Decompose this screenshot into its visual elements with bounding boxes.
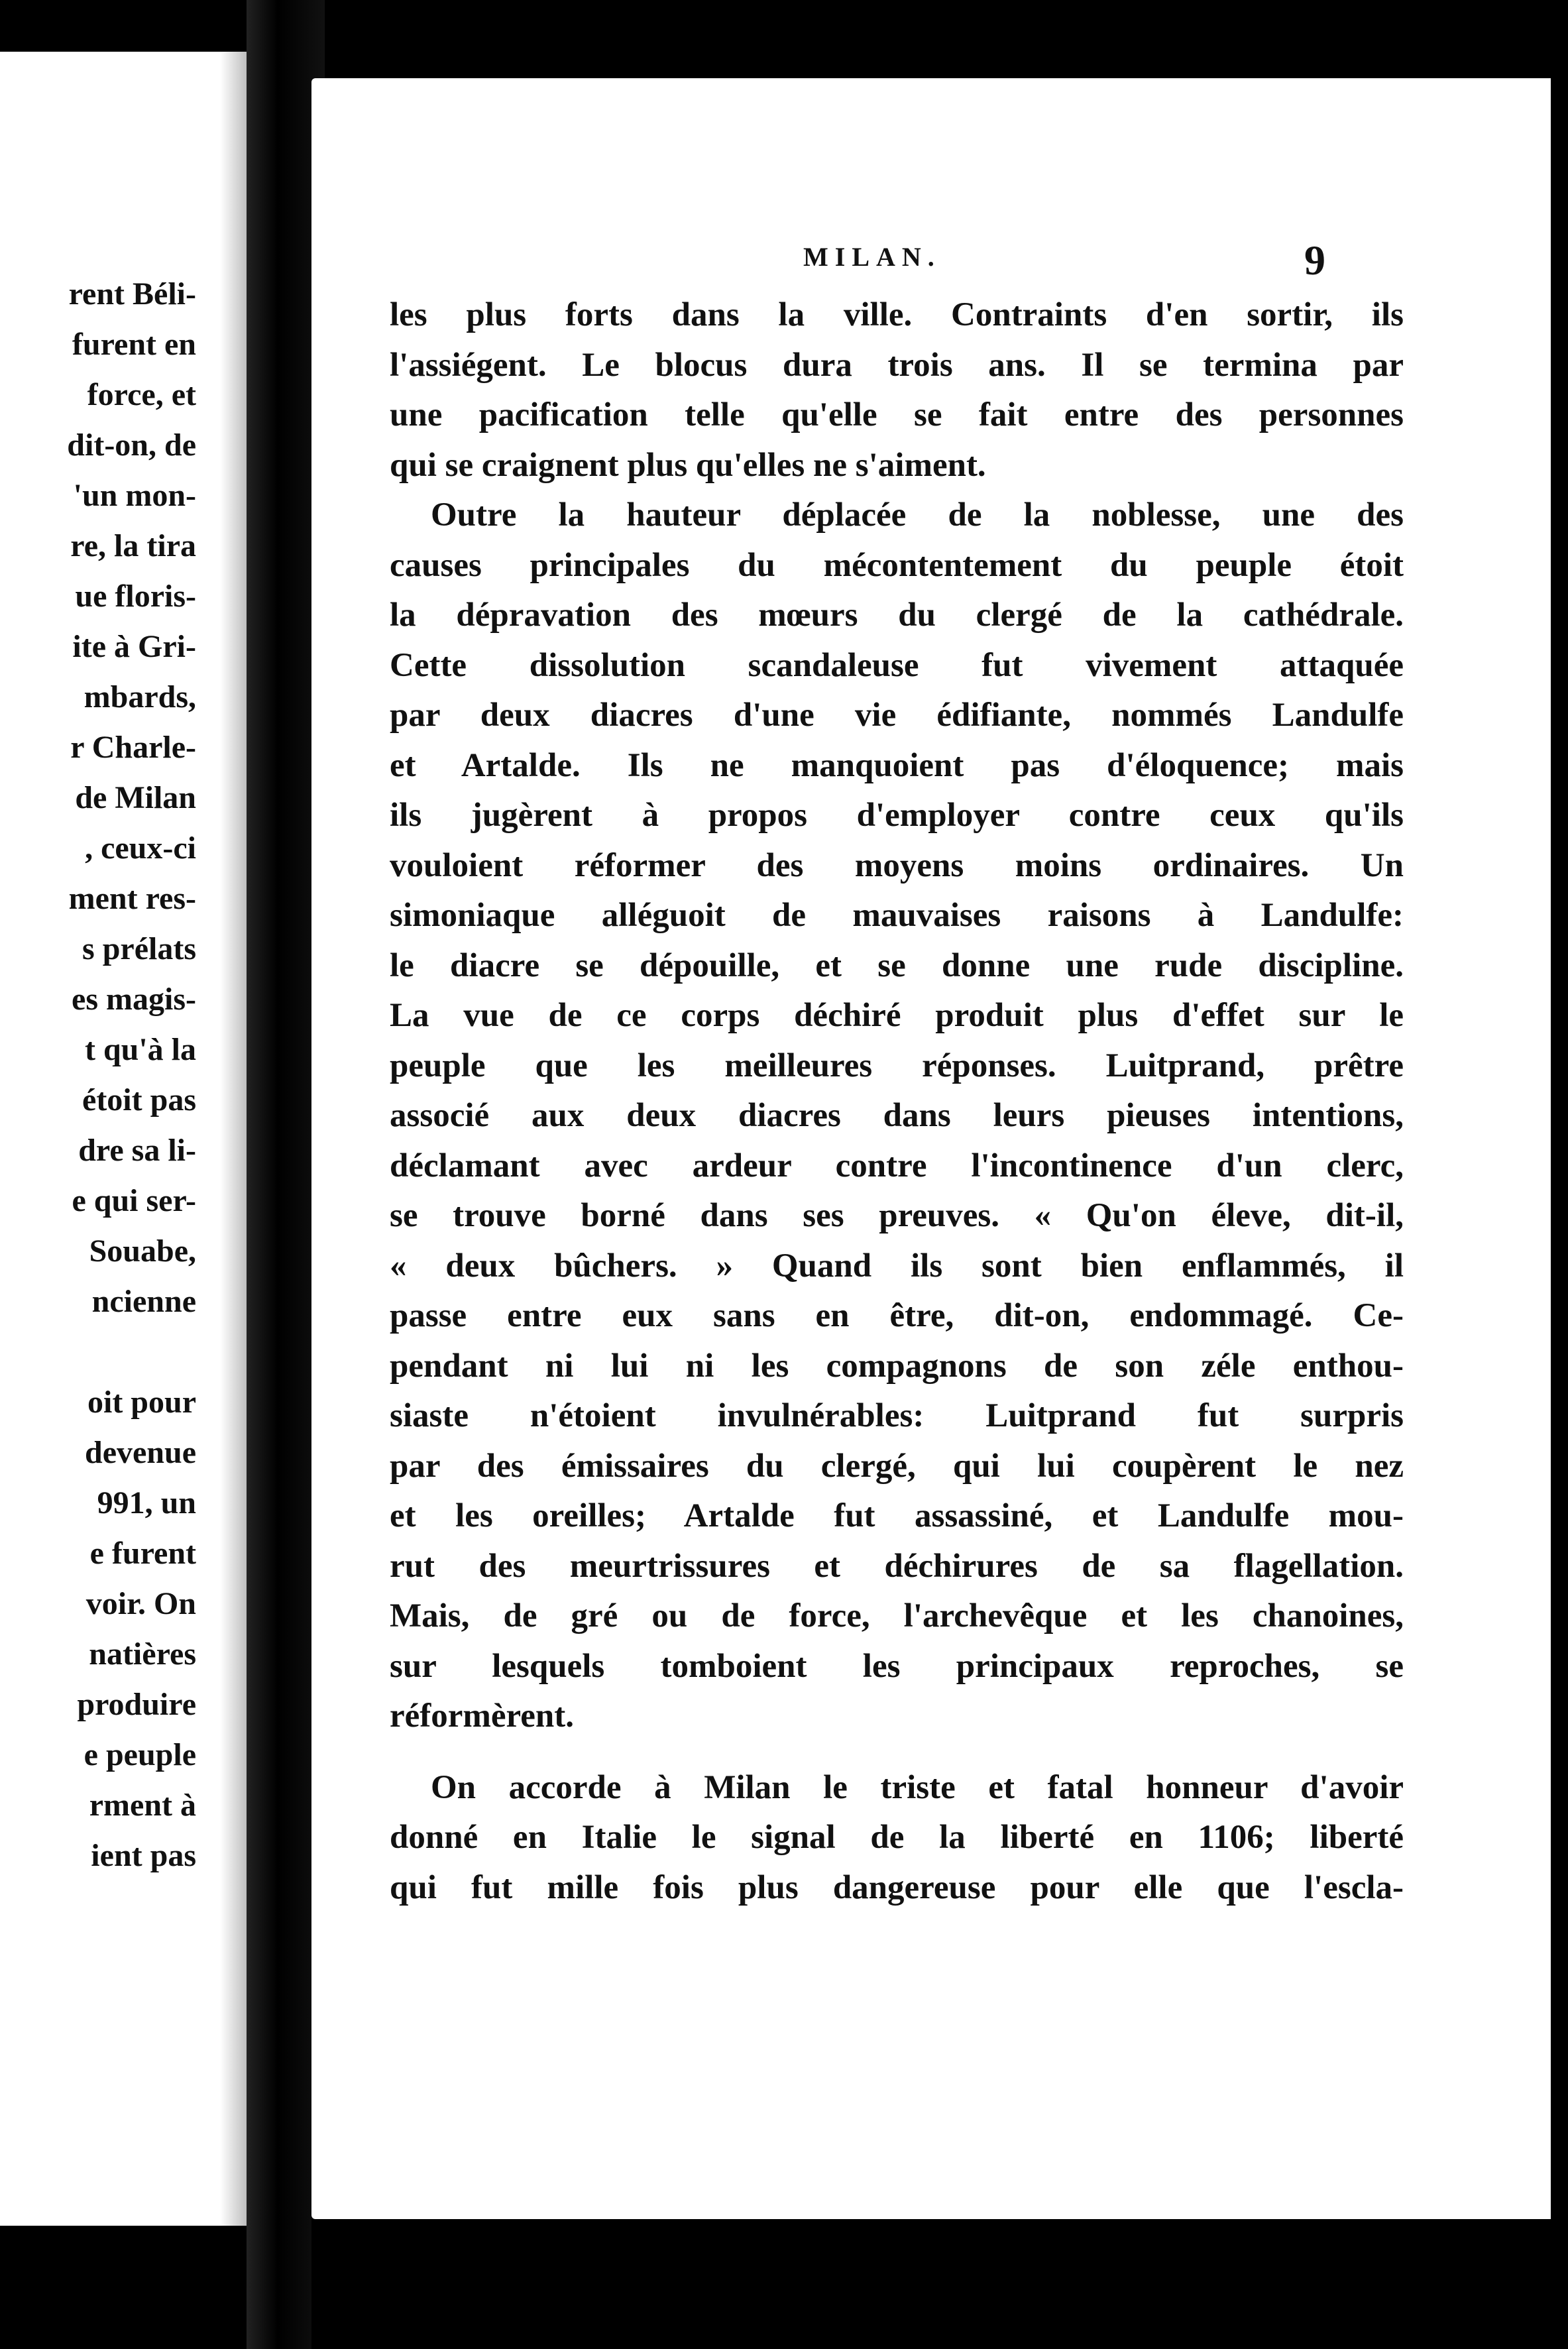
scan-border-bottom [311,2219,1568,2349]
facing-line: , ceux-ci [85,831,196,866]
text-line: donné en Italie le signal de la liberté en 1106; liberté [390,1819,1404,1856]
facing-line: étoit pas [82,1082,196,1117]
text-line: ils jugèrent à propos d'employer contre ceux qu'ils [390,797,1404,834]
text-line: les plus forts dans la ville. Contraints d'en sortir, ils [390,296,1404,333]
text-line: se trouve borné dans ses preuves. « Qu'on éleve, dit-il, [390,1197,1404,1234]
facing-line: re, la tira [70,528,196,563]
text-line: le diacre se dépouille, et se donne une rude discipline. [390,946,1404,984]
facing-line: produire [77,1687,196,1722]
facing-line: mbards, [84,679,196,715]
facing-line: es magis- [72,982,196,1017]
facing-line: furent en [72,327,196,362]
facing-line: oit pour [87,1385,196,1420]
running-head-title: MILAN. [803,242,941,272]
facing-line: e furent [89,1536,196,1571]
facing-line: s prélats [82,931,196,966]
facing-line: Souabe, [89,1233,196,1269]
facing-line: dit-on, de [67,428,196,463]
text-line: par deux diacres d'une vie édifiante, nommés Landulfe [390,697,1404,734]
text-line: une pacification telle qu'elle se fait entre des personnes [390,396,1404,433]
paragraph [390,490,1404,1742]
facing-line: natières [89,1636,196,1672]
text-line: qui se craignent plus qu'elles ne s'aiment. [390,446,986,484]
facing-line: voir. On [85,1586,196,1621]
facing-line: rment à [89,1788,196,1823]
paragraph-spacing [390,1742,1404,1763]
text-line: siaste n'étoient invulnérables: Luitprand fut surpris [390,1397,1404,1434]
text-line: peuple que les meilleures réponses. Luitprand, prêtre [390,1047,1404,1084]
text-line: et les oreilles; Artalde fut assassiné, et Landulfe mou- [390,1497,1404,1534]
text-line: On accorde à Milan le triste et fatal honneur d'avoir [431,1768,1404,1806]
text-line: Mais, de gré ou de force, l'archevêque et les chanoines, [390,1597,1404,1634]
facing-line: ue floris- [75,579,196,614]
body-text [390,290,1404,1913]
facing-page-left [0,52,247,2226]
text-line: simoniaque alléguoit de mauvaises raisons à Landulfe: [390,897,1404,934]
facing-line: ite à Gri- [72,629,196,664]
text-line: causes principales du mécontentement du peuple étoit [390,546,1404,584]
facing-line: ncienne [91,1284,196,1319]
facing-line: rent Béli- [68,276,196,312]
page-number: 9 [1304,237,1325,284]
facing-line: 991, un [97,1485,196,1520]
text-line: qui fut mille fois plus dangereuse pour elle que l'escla- [390,1868,1404,1906]
text-line: et Artalde. Ils ne manquoient pas d'éloquence; mais [390,746,1404,784]
text-line: passe entre eux sans en être, dit-on, endommagé. Ce- [390,1297,1404,1334]
text-line: l'assiégent. Le blocus dura trois ans. Il se termina par [390,346,1404,384]
text-line: « deux bûchers. » Quand ils sont bien enflammés, il [390,1247,1404,1285]
text-line: vouloient réformer des moyens moins ordinaires. Un [390,846,1404,884]
facing-line: 'un mon- [73,478,196,513]
facing-line-gap [0,1327,196,1377]
text-line: sur lesquels tomboient les principaux reproches, se [390,1647,1404,1685]
facing-line: force, et [87,377,196,412]
text-line: Outre la hauteur déplacée de la noblesse, une des [431,496,1404,534]
facing-line: e qui ser- [72,1183,196,1218]
paragraph [390,1763,1404,1914]
text-line: associé aux deux diacres dans leurs pieuses intentions, [390,1097,1404,1134]
text-line: déclamant avec ardeur contre l'incontinence d'un clerc, [390,1147,1404,1184]
facing-line: ient pas [91,1838,196,1873]
text-line: réformèrent. [390,1697,574,1735]
text-line: La vue de ce corps déchiré produit plus d'effet sur le [390,997,1404,1034]
page-fold-shadow [220,52,247,2226]
facing-line: r Charle- [70,730,196,765]
text-line: par des émissaires du clergé, qui lui coupèrent le nez [390,1447,1404,1485]
text-line: la dépravation des mœurs du clergé de la cathédrale. [390,597,1404,634]
facing-line: ment res- [68,881,196,916]
facing-line: dre sa li- [78,1133,196,1168]
text-line: rut des meurtrissures et déchirures de sa flagellation. [390,1547,1404,1585]
facing-line: de Milan [75,780,196,815]
facing-line: e peuple [84,1737,196,1772]
text-line: Cette dissolution scandaleuse fut vivement attaquée [390,646,1404,684]
text-line: pendant ni lui ni les compagnons de son zéle enthou- [390,1347,1404,1385]
facing-line: devenue [85,1435,196,1470]
facing-page-text [0,269,196,1881]
facing-line: t qu'à la [84,1032,196,1067]
paragraph [390,290,1404,490]
book-page [311,78,1551,2219]
